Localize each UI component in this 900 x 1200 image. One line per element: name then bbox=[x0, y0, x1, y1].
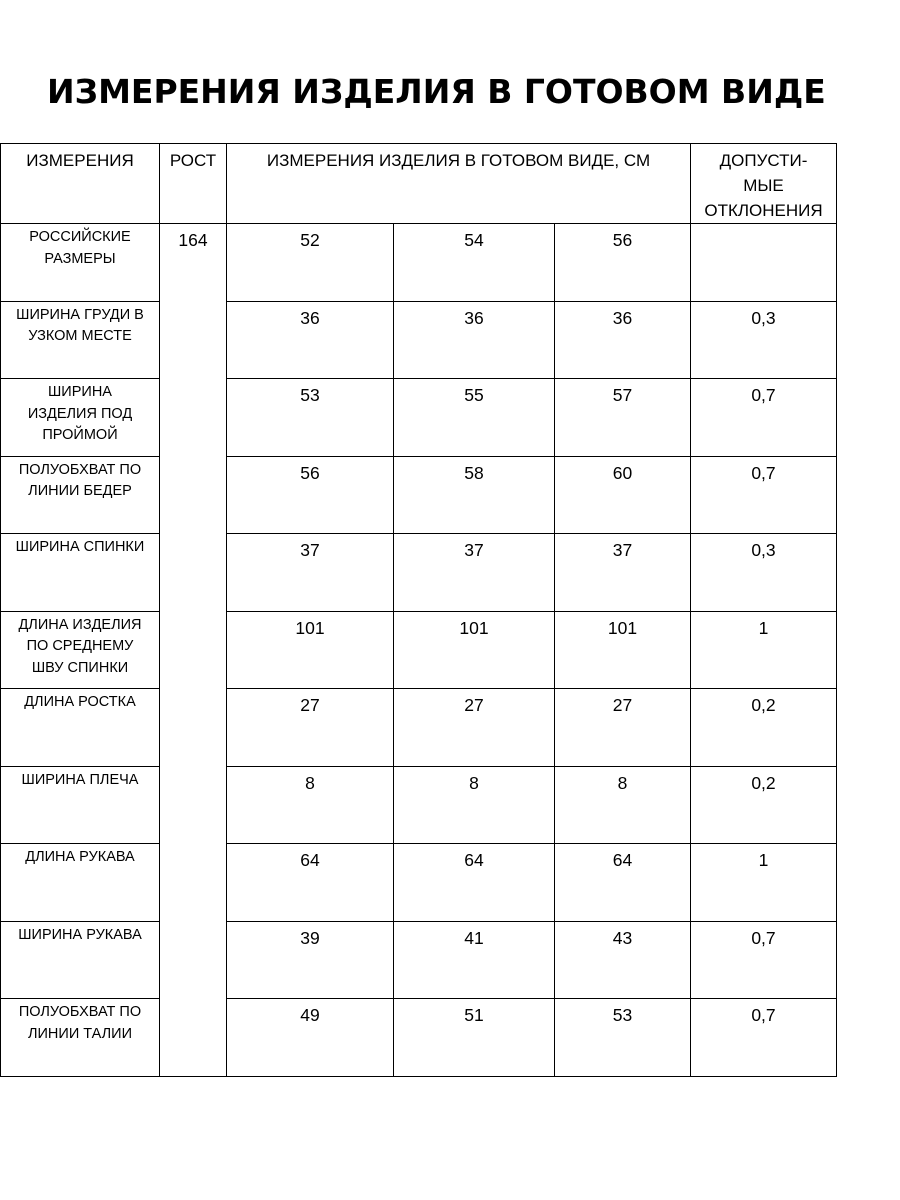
size-value-cell: 37 bbox=[227, 534, 394, 612]
header-tolerance-line: МЫЕ bbox=[743, 176, 784, 195]
tolerance-value-cell: 1 bbox=[691, 611, 837, 689]
table-row bbox=[1, 534, 837, 612]
size-value-cell: 56 bbox=[555, 224, 691, 302]
table-row bbox=[1, 844, 837, 922]
measurement-label bbox=[1, 611, 160, 689]
tolerance-value-cell bbox=[691, 224, 837, 302]
size-value-cell: 101 bbox=[227, 611, 394, 689]
tolerance-value-cell: 1 bbox=[691, 844, 837, 922]
size-value-cell: 51 bbox=[394, 999, 555, 1077]
table-row bbox=[1, 999, 837, 1077]
measurement-label bbox=[1, 456, 160, 534]
measurement-label bbox=[1, 301, 160, 379]
size-value-cell: 8 bbox=[394, 766, 555, 844]
measurement-label-line: ПОЛУОБХВАТ ПО bbox=[18, 1004, 142, 1020]
table-row bbox=[1, 224, 837, 302]
table-row bbox=[1, 301, 837, 379]
size-value-cell: 57 bbox=[555, 379, 691, 457]
measurement-label-line: ШИРИНА ГРУДИ В bbox=[16, 306, 144, 323]
size-value-cell: 53 bbox=[555, 999, 691, 1077]
size-table bbox=[0, 143, 837, 1077]
size-value-cell: 27 bbox=[555, 689, 691, 767]
tolerance-value-cell: 0,2 bbox=[691, 689, 837, 767]
measurement-label bbox=[1, 999, 160, 1077]
measurement-label bbox=[1, 766, 160, 844]
size-value-cell: 54 bbox=[394, 224, 555, 302]
measurement-label-line: ДЛИНА ИЗДЕЛИЯ bbox=[18, 616, 142, 633]
measurement-label-line: ШВУ СПИНКИ bbox=[31, 659, 129, 676]
measurement-label-line: ДЛИНА РОСТКА bbox=[24, 694, 136, 710]
header-height: РОСТ bbox=[160, 144, 227, 224]
size-value-cell: 64 bbox=[394, 844, 555, 922]
size-value-cell: 36 bbox=[227, 301, 394, 379]
tolerance-value-cell: 0,7 bbox=[691, 999, 837, 1077]
measurement-label-line: ШИРИНА РУКАВА bbox=[18, 926, 142, 943]
table-row bbox=[1, 766, 837, 844]
table-row bbox=[1, 611, 837, 689]
measurement-label bbox=[1, 689, 160, 767]
measurement-label-line: ПОЛУОБХВАТ ПО bbox=[18, 461, 142, 478]
header-tolerance-line: ДОПУСТИ- bbox=[719, 151, 808, 170]
size-value-cell: 8 bbox=[555, 766, 691, 844]
tolerance-value-cell: 0,7 bbox=[691, 921, 837, 999]
header-finished-measurements: ИЗМЕРЕНИЯ ИЗДЕЛИЯ В ГОТОВОМ ВИДЕ, СМ bbox=[227, 144, 691, 224]
tolerance-value-cell: 0,2 bbox=[691, 766, 837, 844]
measurement-label bbox=[1, 921, 160, 999]
measurement-label bbox=[1, 224, 160, 302]
height-value: 164 bbox=[160, 224, 227, 1077]
header-tolerance bbox=[691, 144, 837, 224]
size-value-cell: 39 bbox=[227, 921, 394, 999]
table-row bbox=[1, 689, 837, 767]
size-value-cell: 60 bbox=[555, 456, 691, 534]
size-value-cell: 53 bbox=[227, 379, 394, 457]
size-value-cell: 101 bbox=[555, 611, 691, 689]
size-value-cell: 58 bbox=[394, 456, 555, 534]
measurement-label-line: ПРОЙМОЙ bbox=[42, 427, 118, 443]
size-value-cell: 64 bbox=[555, 844, 691, 922]
tolerance-value-cell: 0,3 bbox=[691, 301, 837, 379]
size-value-cell: 64 bbox=[227, 844, 394, 922]
measurement-label-line: ДЛИНА РУКАВА bbox=[25, 849, 135, 865]
size-value-cell: 41 bbox=[394, 921, 555, 999]
measurement-label-line: ШИРИНА ПЛЕЧА bbox=[21, 771, 139, 788]
size-value-cell: 49 bbox=[227, 999, 394, 1077]
page-title: ИЗМЕРЕНИЯ ИЗДЕЛИЯ В ГОТОВОМ ВИДЕ bbox=[47, 72, 826, 111]
size-value-cell: 52 bbox=[227, 224, 394, 302]
size-value-cell: 101 bbox=[394, 611, 555, 689]
measurement-label-line: РОССИЙСКИЕ bbox=[29, 229, 131, 245]
table-row bbox=[1, 456, 837, 534]
size-value-cell: 37 bbox=[394, 534, 555, 612]
measurement-label bbox=[1, 379, 160, 457]
size-value-cell: 56 bbox=[227, 456, 394, 534]
tolerance-value-cell: 0,7 bbox=[691, 456, 837, 534]
measurement-label bbox=[1, 844, 160, 922]
measurement-label-line: ШИРИНА СПИНКИ bbox=[15, 539, 145, 555]
size-value-cell: 55 bbox=[394, 379, 555, 457]
size-value-cell: 27 bbox=[227, 689, 394, 767]
tolerance-value-cell: 0,3 bbox=[691, 534, 837, 612]
measurement-label-line: ПО СРЕДНЕМУ bbox=[26, 638, 134, 654]
measurement-label-line: ЛИНИИ ТАЛИИ bbox=[27, 1025, 132, 1042]
header-tolerance-line: ОТКЛОНЕНИЯ bbox=[704, 201, 823, 220]
size-value-cell: 27 bbox=[394, 689, 555, 767]
table-row bbox=[1, 379, 837, 457]
table-row bbox=[1, 921, 837, 999]
measurement-label bbox=[1, 534, 160, 612]
size-value-cell: 36 bbox=[394, 301, 555, 379]
table-header-row bbox=[1, 144, 837, 224]
size-value-cell: 36 bbox=[555, 301, 691, 379]
size-value-cell: 8 bbox=[227, 766, 394, 844]
measurement-label-line: ШИРИНА bbox=[48, 384, 112, 400]
measurement-label-line: УЗКОМ МЕСТЕ bbox=[28, 328, 132, 344]
header-measurements: ИЗМЕРЕНИЯ bbox=[1, 144, 160, 224]
measurement-label-line: РАЗМЕРЫ bbox=[44, 250, 116, 267]
size-value-cell: 43 bbox=[555, 921, 691, 999]
size-value-cell: 37 bbox=[555, 534, 691, 612]
tolerance-value-cell: 0,7 bbox=[691, 379, 837, 457]
measurement-label-line: ЛИНИИ БЕДЕР bbox=[28, 483, 132, 499]
measurement-label-line: ИЗДЕЛИЯ ПОД bbox=[27, 405, 133, 422]
